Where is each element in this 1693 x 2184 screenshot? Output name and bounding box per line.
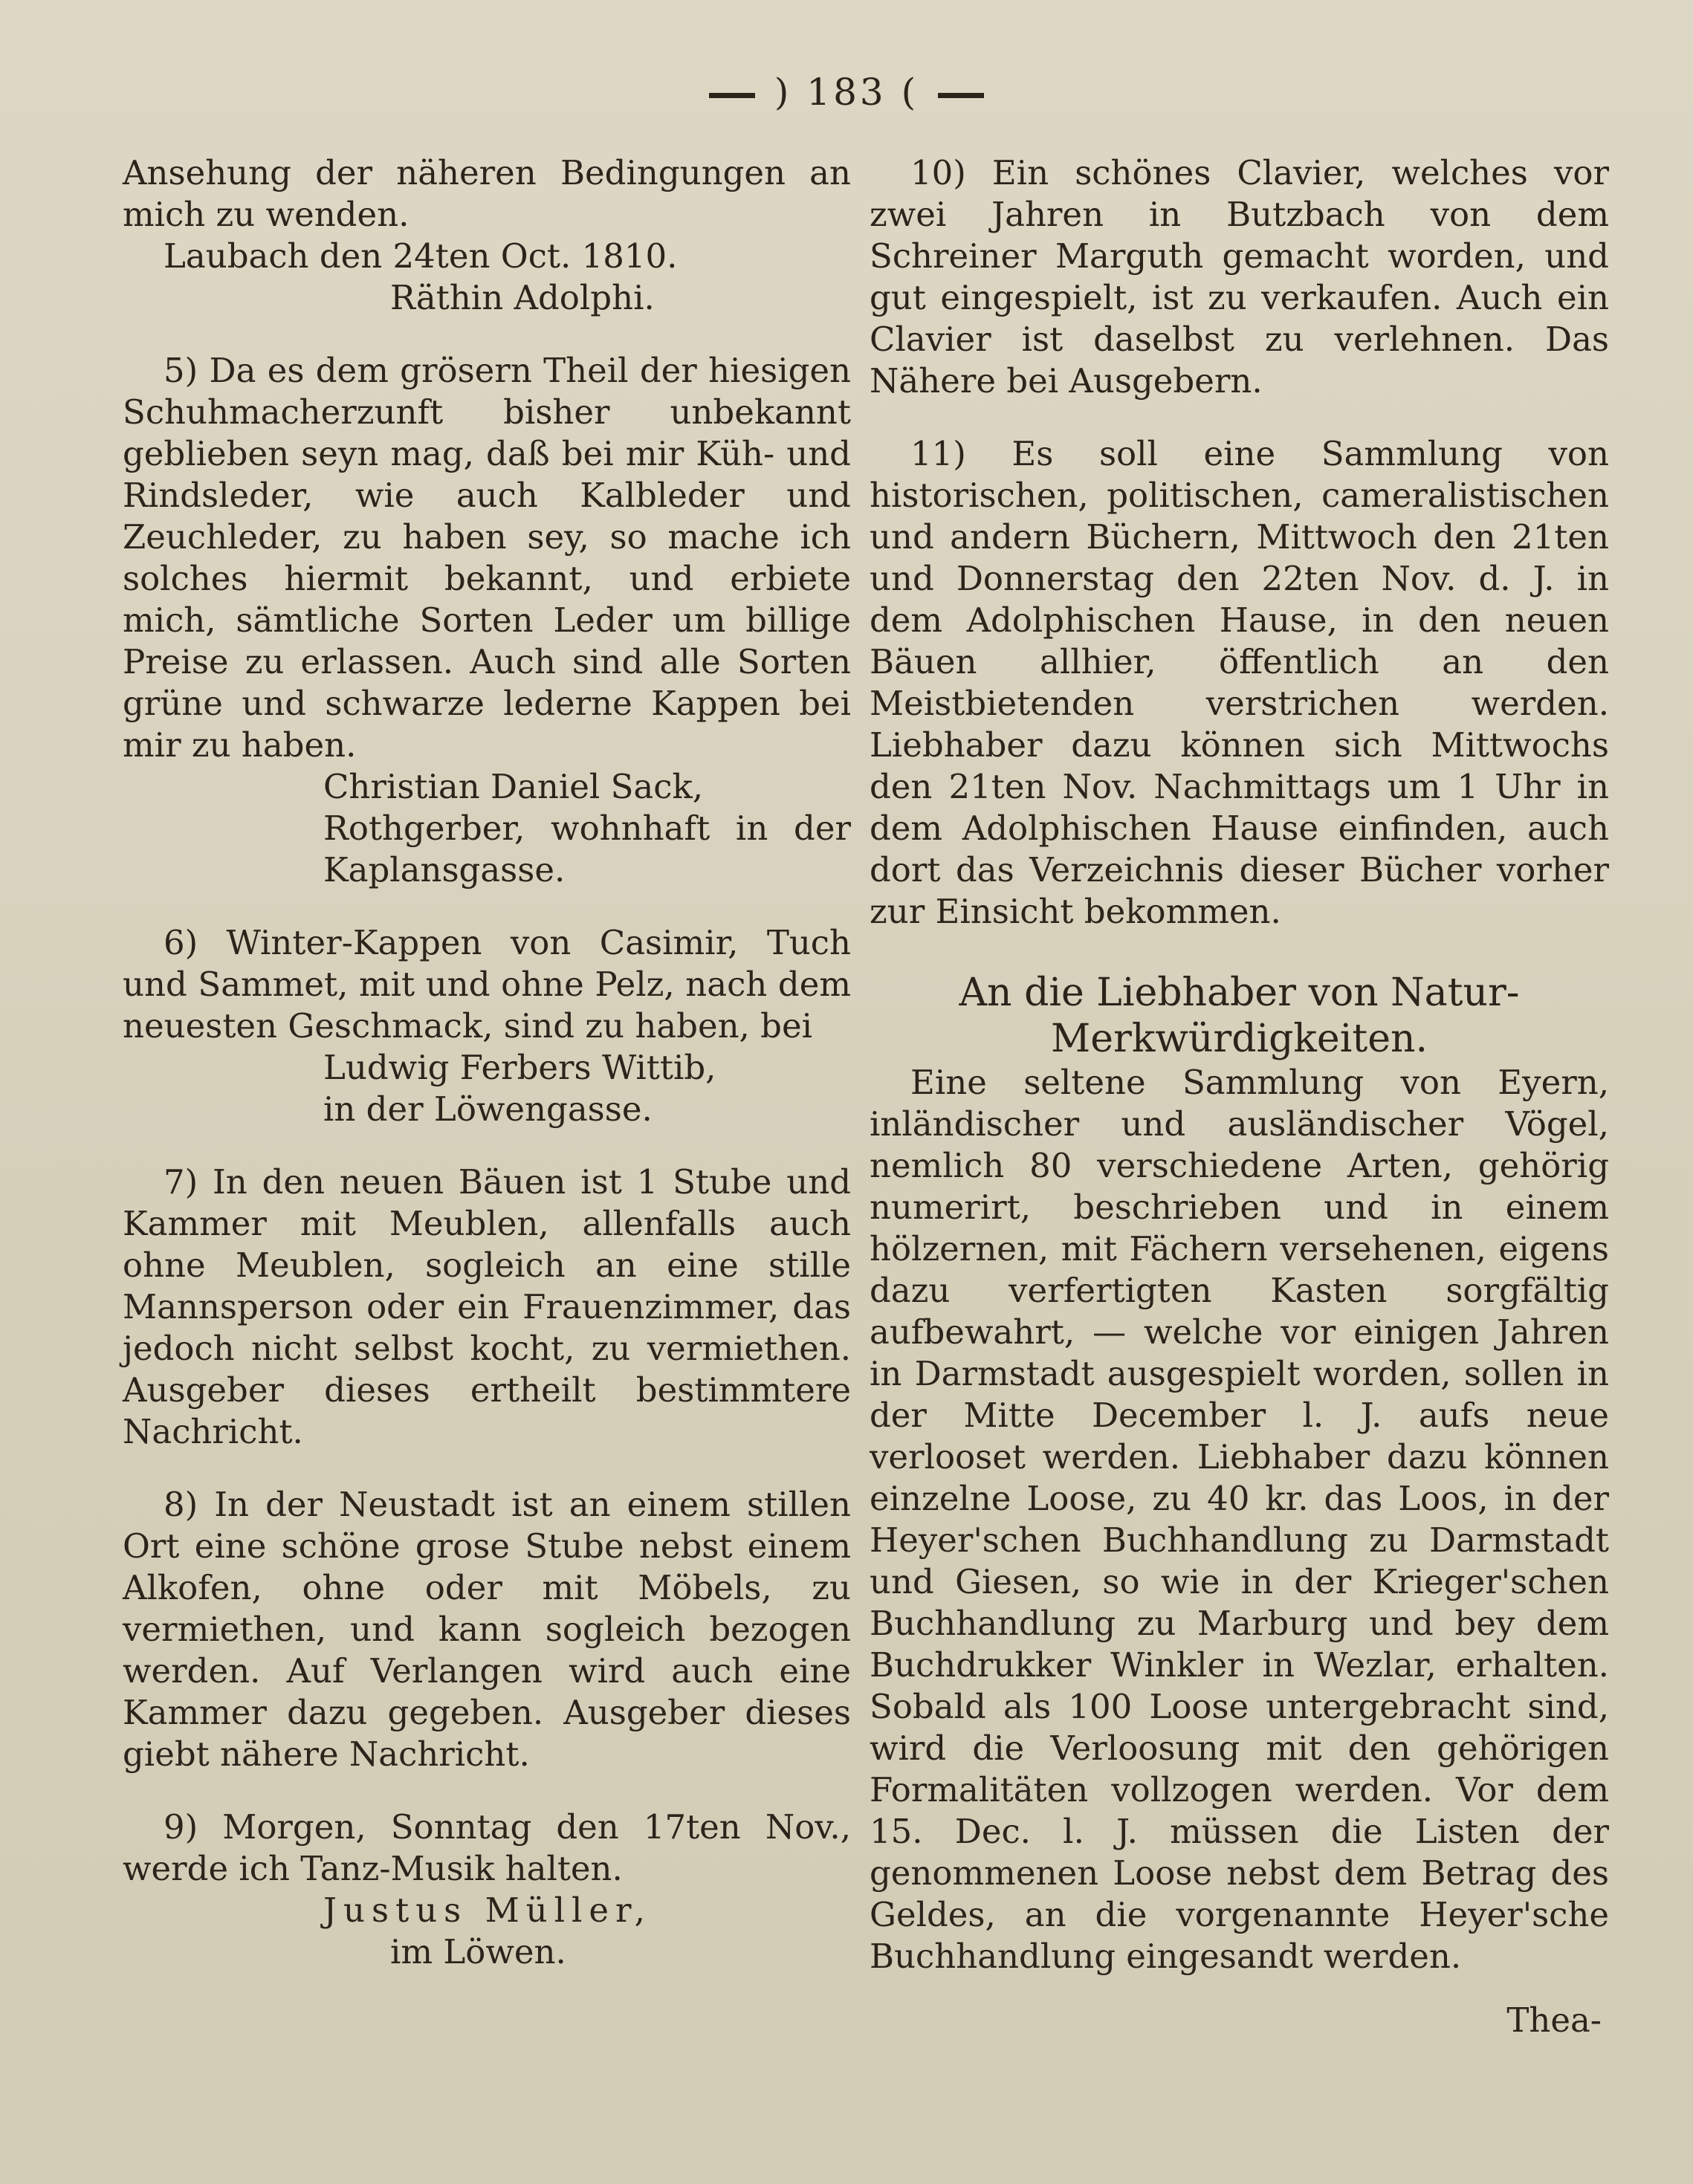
right-column: [870, 152, 1609, 2041]
notice-9-signature: Justus Müller,: [323, 1890, 652, 1930]
notice-6-signature: Ludwig Ferbers Wittib,: [323, 1048, 716, 1087]
page-number: ) 183 (: [774, 71, 919, 114]
notice-5: 5) Da es dem grösern Theil der hiesigen Schuhmacherzunft bisher unbekannt geblieben seyn mag, daß bei mir Küh- und Rindsleder, wie auch Kalbleder und Zeuchleder, zu haben sey, so mache ich solches hiermit bekannt, und erbiete mich, sämtliche Sorten Leder um billige Preise zu erlassen. Auch sind alle Sorten grüne und schwarze lederne Kappen bei mir zu haben.: [123, 351, 851, 765]
notice-5-signature: Christian Daniel Sack,: [323, 767, 704, 806]
notice-7: 7) In den neuen Bäuen ist 1 Stube und Kammer mit Meublen, allenfalls auch ohne Meublen, sogleich an eine stille Mannsperson oder ein Frauenzimmer, das jedoch nicht selbst kocht, zu vermiethen. Ausgeber dieses ertheilt bestimmtere Nachricht.: [123, 1162, 851, 1451]
section-heading: An die Liebhaber von Natur-Merkwürdigkeiten.: [959, 971, 1520, 1061]
notice-6: 6) Winter-Kappen von Casimir, Tuch und Sammet, mit und ohne Pelz, nach dem neuesten Geschmack, sind zu haben, bei: [123, 923, 851, 1046]
continuation-signature: Räthin Adolphi.: [390, 278, 655, 317]
left-column: [123, 152, 851, 1973]
continuation-text: Ansehung der näheren Bedingungen an mich zu wenden.: [123, 153, 851, 234]
continuation-date: Laubach den 24ten Oct. 1810.: [164, 236, 678, 276]
section-body: Eine seltene Sammlung von Eyern, inländischer und ausländischer Vögel, nemlich 80 verschiedene Arten, gehörig numerirt, beschrieben und in einem hölzernen, mit Fächern versehenen, eigens dazu verfertigten Kasten sorgfältig aufbewahrt, — welche vor einigen Jahren in Darmstadt ausgespielt worden, sollen in der Mitte December l. J. aufs neue verlooset werden. Liebhaber dazu können einzelne Loose, zu 40 kr. das Loos, in der Heyer'schen Buchhandlung zu Darmstadt und Giesen, so wie in der Krieger'schen Buchhandlung zu Marburg und bey dem Buchdrukker Winkler in Wezlar, erhalten. Sobald als 100 Loose untergebracht sind, wird die Verloosung mit den gehörigen Formalitäten vollzogen werden. Vor dem 15. Dec. l. J. müssen die Listen der genommenen Loose nebst dem Betrag des Geldes, an die vorgenannte Heyer'sche Buchhandlung eingesandt werden.: [870, 1063, 1609, 1976]
notice-5-signature-detail: Rothgerber, wohnhaft in der Kaplansgasse.: [323, 809, 851, 890]
catchword: Thea-: [1506, 2000, 1602, 2040]
notice-9-signature-detail: im Löwen.: [390, 1932, 566, 1971]
notice-6-signature-detail: in der Löwengasse.: [323, 1089, 653, 1129]
notice-8: 8) In der Neustadt ist an einem stillen Ort eine schöne grose Stube nebst einem Alkofen, ohne oder mit Möbels, zu vermiethen, und kann sogleich bezogen werden. Auf Verlangen wird auch eine Kammer dazu gegeben. Ausgeber dieses giebt nähere Nachricht.: [123, 1485, 851, 1774]
notice-10: 10) Ein schönes Clavier, welches vor zwei Jahren in Butzbach von dem Schreiner Marguth gemacht worden, und gut eingespielt, ist zu verkaufen. Auch ein Clavier ist daselbst zu verlehnen. Das Nähere bei Ausgebern.: [870, 153, 1609, 401]
header-rule-left: [709, 93, 755, 98]
page-header: [0, 71, 1693, 114]
notice-11: 11) Es soll eine Sammlung von historischen, politischen, cameralistischen und andern Büchern, Mittwoch den 21ten und Donnerstag den 22ten Nov. d. J. in dem Adolphischen Hause, in den neuen Bäuen allhier, öffentlich an den Meistbietenden verstrichen werden. Liebhaber dazu können sich Mittwochs den 21ten Nov. Nachmittags um 1 Uhr in dem Adolphischen Hause einfinden, auch dort das Verzeichnis dieser Bücher vorher zur Einsicht bekommen.: [870, 434, 1609, 931]
header-rule-right: [938, 93, 984, 98]
notice-9: 9) Morgen, Sonntag den 17ten Nov., werde ich Tanz-Musik halten.: [123, 1807, 851, 1888]
